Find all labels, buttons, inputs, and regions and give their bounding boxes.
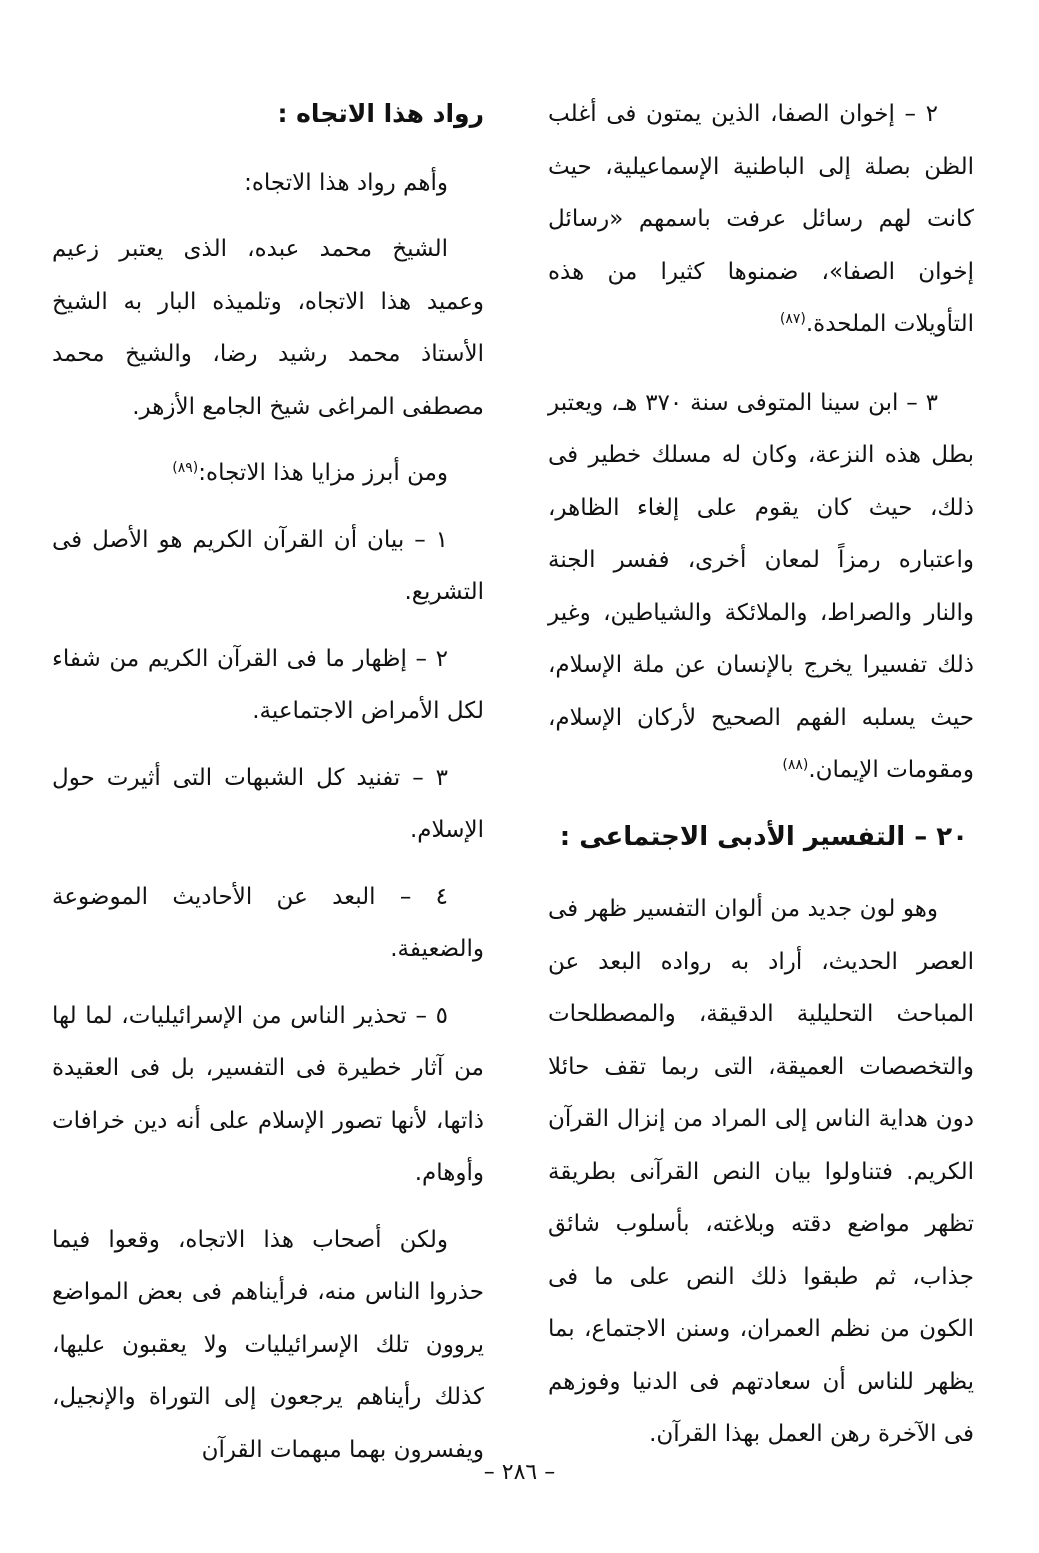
paragraph-literary-social-tafsir: وهو لون جديد من ألوان التفسير ظهر فى العصر الحديث، أراد به رواده البعد عن المباحث التحليلية الدقيقة، والمصطلحات والتخصصات العميقة، التى ربما تقف حائلا دون هداية الناس إلى المراد من إنزال القرآن الكريم. فتناولوا بيان النص القرآنى بطريقة تظهر مواضع دقته وبلاغته، بأسلوب شائق جذاب، ثم طبقوا ذلك النص على ما فى الكون من نظم العمران، وسنن الاجتماع، بما يظهر للناس أن سعادتهم فى الدنيا وفوزهم فى الآخرة رهن العمل بهذا القرآن. xyxy=(548,896,974,1447)
section-heading: ٢٠ – التفسير الأدبى الاجتماعى : xyxy=(559,821,968,852)
paragraph-leaders-intro: وأهم رواد هذا الاتجاه: xyxy=(244,169,448,196)
paragraph-ikhwan-al-safa xyxy=(548,88,974,351)
feature-item-2: ٢ – إظهار ما فى القرآن الكريم من شفاء لكل الأمراض الاجتماعية. xyxy=(52,645,484,724)
feature-item-1: ١ – بيان أن القرآن الكريم هو الأصل فى التشريع. xyxy=(52,526,484,605)
feature-item-4: ٤ – البعد عن الأحاديث الموضوعة والضعيفة. xyxy=(52,883,484,962)
feature-item-5: ٥ – تحذير الناس من الإسرائيليات، لما لها من آثار خطيرة فى التفسير، بل فى العقيدة ذاتها، لأنها تصور الإسلام على أنه دين خرافات وأوهام. xyxy=(52,1002,484,1186)
paragraph-features-intro xyxy=(52,447,484,500)
paragraph-leaders: الشيخ محمد عبده، الذى يعتبر زعيم وعميد هذا الاتجاه، وتلميذه البار به الشيخ الأستاذ محمد رشيد رضا، والشيخ محمد مصطفى المراغى شيخ الجامع الأزهر. xyxy=(52,236,484,420)
footnote-ref-87: (٨٧) xyxy=(779,311,806,327)
paragraph-closing: ولكن أصحاب هذا الاتجاه، وقعوا فيما حذروا الناس منه، فرأيناهم فى بعض المواضع يروون تلك الإسرائيليات ولا يعقبون عليها، كذلك رأيناهم يرجعون إلى التوراة والإنجيل، ويفسرون بهما مبهمات القرآن xyxy=(52,1226,484,1463)
paragraph-text: ومن أبرز مزايا هذا الاتجاه: xyxy=(198,460,448,486)
page-number: – ٢٨٦ – xyxy=(483,1460,556,1485)
right-column xyxy=(548,88,974,1461)
left-column xyxy=(52,88,484,1476)
paragraph-text: ٢ – إخوان الصفا، الذين يمتون فى أغلب الظن بصلة إلى الباطنية الإسماعيلية، حيث كانت لهم رسائل عرفت باسمهم «رسائل إخوان الصفا»، ضمنوها كثيرا من هذه التأويلات الملحدة. xyxy=(548,101,974,337)
footnote-ref-88: (٨٨) xyxy=(782,757,809,773)
footnote-ref-89: (٨٩) xyxy=(172,460,199,476)
feature-item-3: ٣ – تفنيد كل الشبهات التى أثيرت حول الإسلام. xyxy=(52,764,484,843)
paragraph-text: ٣ – ابن سينا المتوفى سنة ٣٧٠ هـ، ويعتبر بطل هذه النزعة، وكان له مسلك خطير فى ذلك، حيث كان يقوم على إلغاء الظاهر، واعتباره رمزاً لمعان أخرى، ففسر الجنة والنار والصراط، والملائكة والشياطين، وغير ذلك تفسيرا يخرج بالإنسان عن ملة الإسلام، حيث يسلبه الفهم الصحيح لأركان الإسلام، ومقومات الإيمان. xyxy=(548,389,974,783)
paragraph-ibn-sina xyxy=(548,377,974,797)
leaders-heading: رواد هذا الاتجاه : xyxy=(277,99,484,128)
